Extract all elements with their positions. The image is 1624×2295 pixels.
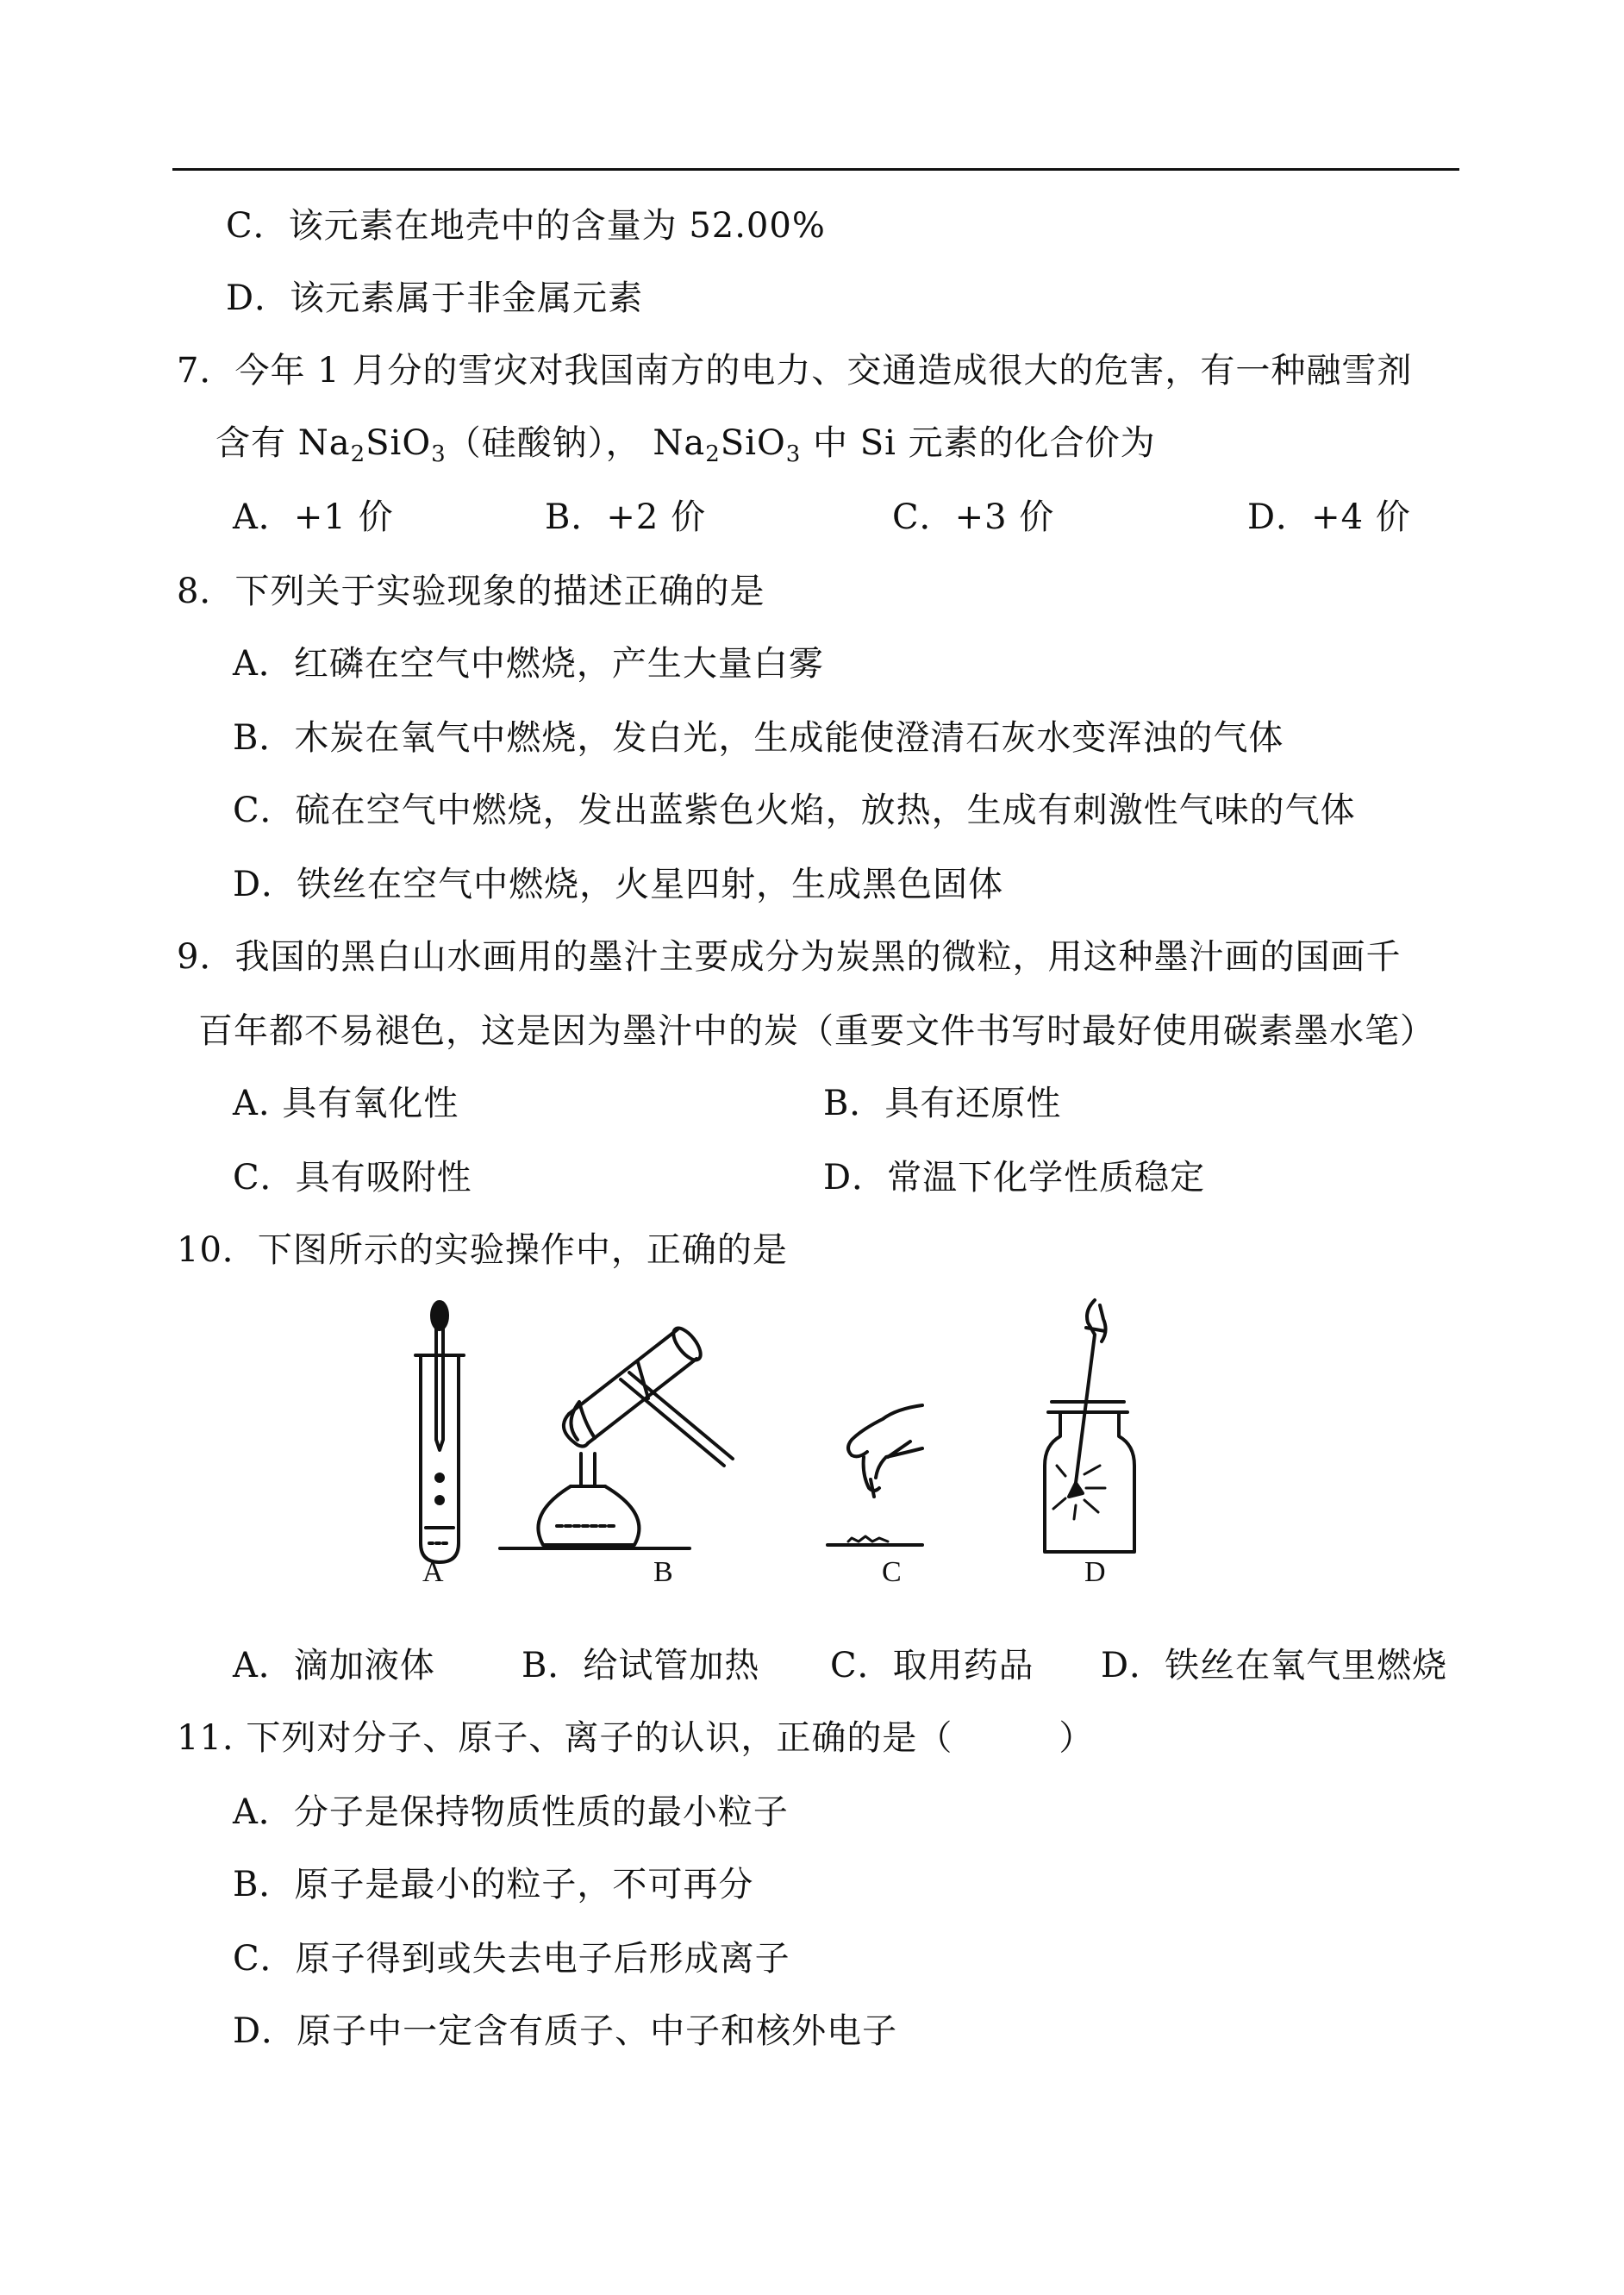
q11-option-a: A．分子是保持物质性质的最小粒子 — [233, 1792, 789, 1832]
q9-option-b: B．具有还原性 — [823, 1084, 1062, 1123]
figure-label-d: D — [1084, 1556, 1106, 1588]
q11-option-d: D．原子中一定含有质子、中子和核外电子 — [233, 2011, 898, 2051]
q10-option-c: C．取用药品 — [830, 1646, 1034, 1685]
q6-option-d: D．该元素属于非金属元素 — [226, 278, 644, 318]
q11-option-b: B．原子是最小的粒子，不可再分 — [233, 1865, 754, 1904]
q7-option-a: A．+1 价 — [233, 497, 394, 537]
q8-option-b: B．木炭在氧气中燃烧，发白光，生成能使澄清石灰水变浑浊的气体 — [233, 718, 1284, 758]
q8-option-c: C．硫在空气中燃烧，发出蓝紫色火焰，放热，生成有刺激性气味的气体 — [233, 791, 1356, 830]
q9-option-d: D．常温下化学性质稳定 — [823, 1158, 1206, 1198]
q11-option-c: C．原子得到或失去电子后形成离子 — [233, 1939, 790, 1979]
figure-label-b: B — [653, 1556, 673, 1588]
q6-option-c: C．该元素在地壳中的含量为 52.00% — [226, 206, 826, 246]
heating-test-tube-illustration — [500, 1324, 733, 1548]
q10-option-a: A．滴加液体 — [233, 1646, 435, 1685]
iron-wire-in-oxygen-bottle-illustration — [1045, 1300, 1134, 1552]
figure-label-a: A — [422, 1556, 444, 1588]
header-rule — [172, 168, 1459, 171]
taking-reagent-by-hand-illustration — [828, 1405, 922, 1545]
q11-stem: 11. 下列对分子、原子、离子的认识，正确的是（ ） — [177, 1718, 1095, 1758]
q9-stem-line1: 9．我国的黑白山水画用的墨汁主要成分为炭黑的微粒，用这种墨汁画的国画千 — [177, 937, 1402, 977]
q7-option-b: B．+2 价 — [545, 497, 707, 537]
q10-option-b: B．给试管加热 — [522, 1646, 760, 1685]
dropper-in-test-tube-illustration — [415, 1302, 464, 1562]
q7-stem-line2: 含有 $Na_2SiO_3$（硅酸钠）， $Na_2SiO_3$ 中 Si 元素的化合价为 — [215, 423, 1156, 467]
q7-stem-line1: 7．今年 1 月分的雪灾对我国南方的电力、交通造成很大的危害，有一种融雪剂 — [177, 351, 1413, 391]
q7-option-d: D．+4 价 — [1247, 497, 1411, 537]
q8-stem: 8．下列关于实验现象的描述正确的是 — [177, 572, 765, 611]
q9-option-c: C．具有吸附性 — [233, 1158, 472, 1198]
q9-option-a: A. 具有氧化性 — [233, 1084, 459, 1123]
q8-option-d: D．铁丝在空气中燃烧，火星四射，生成黑色固体 — [233, 865, 1004, 904]
q9-stem-line2: 百年都不易褪色，这是因为墨汁中的炭（重要文件书写时最好使用碳素墨水笔） — [198, 1011, 1435, 1051]
q7-option-c: C．+3 价 — [892, 497, 1055, 537]
q10-option-d: D．铁丝在氧气里燃烧 — [1101, 1646, 1448, 1685]
q8-option-a: A．红磷在空气中燃烧，产生大量白雾 — [233, 644, 824, 684]
q10-stem: 10．下图所示的实验操作中，正确的是 — [177, 1230, 788, 1270]
figure-label-c: C — [882, 1556, 902, 1588]
